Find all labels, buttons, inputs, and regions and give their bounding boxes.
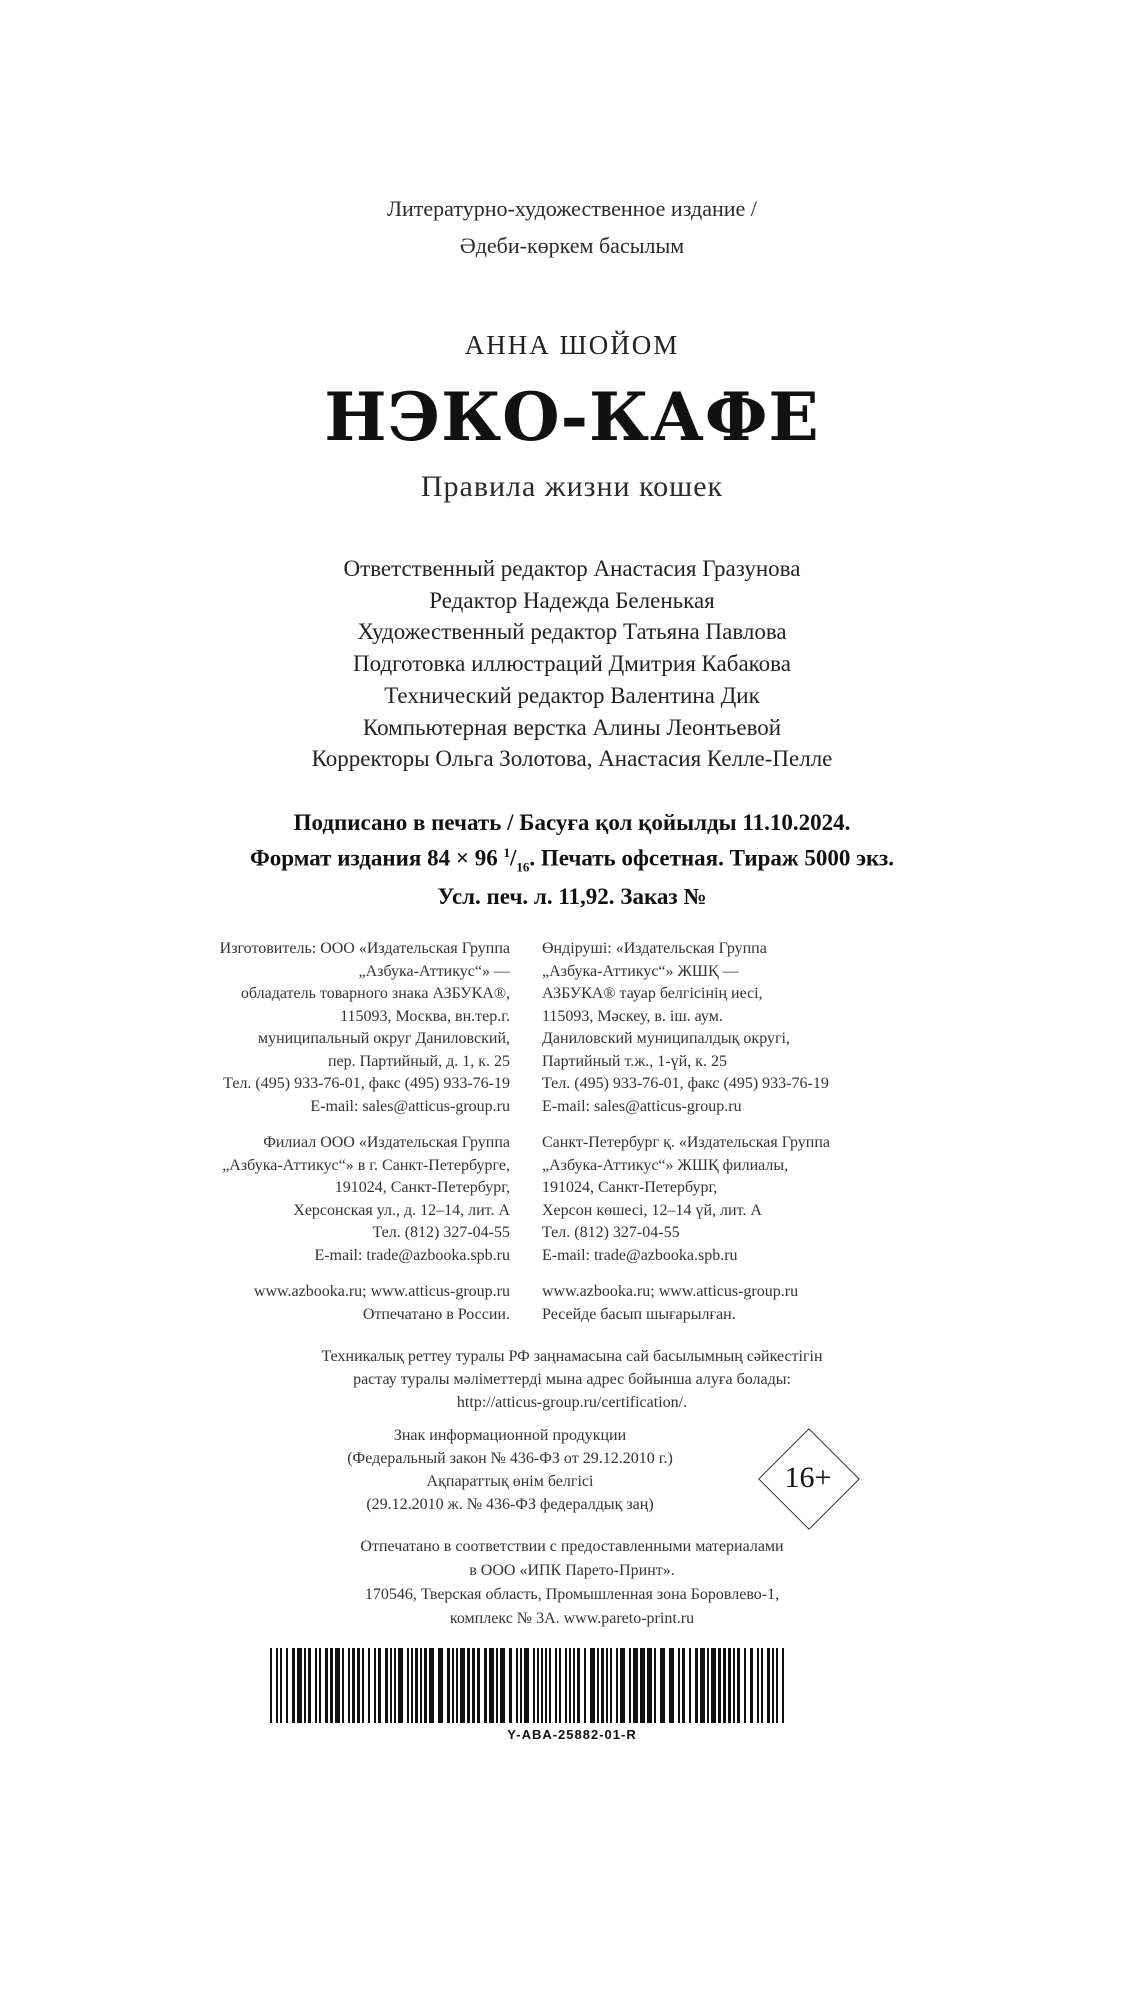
- info-line: E-mail: sales@atticus-group.ru: [310, 1097, 510, 1115]
- barcode-bar: [597, 1648, 599, 1723]
- barcode-bar: [308, 1648, 311, 1723]
- info-line: „Азбука-Аттикус“» ЖШҚ филиалы,: [542, 1156, 789, 1174]
- info-line: Херсон көшесі, 12–14 үй, лит. А: [542, 1201, 762, 1219]
- barcode-bar: [689, 1648, 691, 1723]
- barcode-bar: [348, 1648, 350, 1723]
- info-product-sign: [300, 1424, 720, 1516]
- barcode-bar: [776, 1648, 778, 1723]
- barcode-bar: [368, 1648, 370, 1723]
- barcode-bar: [315, 1648, 317, 1723]
- barcode-bar: [304, 1648, 306, 1723]
- barcode-bar: [342, 1648, 344, 1723]
- barcode-bar: [629, 1648, 631, 1723]
- barcode-bar: [573, 1648, 575, 1723]
- barcode-bar: [711, 1648, 716, 1723]
- cert-line: Техникалық реттеу туралы РФ заңнамасына сай басылымның сәйкестігін: [321, 1348, 823, 1365]
- barcode-bar: [545, 1648, 547, 1723]
- barcode-bar: [319, 1648, 321, 1723]
- credit-line: Технический редактор Валентина Дик: [384, 682, 760, 708]
- barcode-bar: [420, 1648, 422, 1723]
- barcode-bar: [569, 1648, 571, 1723]
- info-line: Тел. (812) 327-04-55: [542, 1224, 680, 1241]
- info-line: пер. Партийный, д. 1, к. 25: [327, 1052, 510, 1070]
- info-line: www.azbooka.ru; www.atticus-group.ru: [542, 1283, 799, 1300]
- credit-line: Редактор Надежда Беленькая: [429, 587, 715, 613]
- barcode-bar: [516, 1648, 518, 1723]
- barcode-bar: [520, 1648, 522, 1723]
- web-block-ru: [120, 1281, 510, 1326]
- barcode-bar: [577, 1648, 580, 1723]
- web-block-kz: [542, 1281, 942, 1326]
- barcode-bar: [330, 1648, 333, 1723]
- info-line: „Азбука-Аттикус“» в г. Санкт-Петербурге,: [222, 1156, 510, 1174]
- info-line: „Азбука-Аттикус“» ЖШҚ —: [542, 962, 739, 980]
- barcode-bar: [733, 1648, 735, 1723]
- barcode-bar: [549, 1648, 551, 1723]
- format-text: Формат издания 84 × 96: [250, 845, 504, 871]
- barcode-icon: [268, 1648, 788, 1723]
- credit-line: Художественный редактор Татьяна Павлова: [357, 619, 787, 645]
- edition-type: [0, 190, 1144, 264]
- barcode-bar: [537, 1648, 539, 1723]
- barcode-bar: [695, 1648, 698, 1723]
- age-rating-text: 16+: [784, 1461, 832, 1494]
- printer-line: 170546, Тверская область, Промышленная зона Боровлево-1,: [364, 1586, 780, 1603]
- info-line: Отпечатано в России.: [362, 1305, 510, 1323]
- credits-list: [0, 553, 1144, 775]
- barcode-bar: [297, 1648, 302, 1723]
- barcode-bar: [541, 1648, 543, 1723]
- info-line: Санкт-Петербург қ. «Издательская Группа: [542, 1134, 830, 1151]
- info-line: 115093, Москва, вн.тер.г.: [340, 1007, 510, 1025]
- barcode-bar: [484, 1648, 487, 1723]
- barcode-bar: [761, 1648, 763, 1723]
- info-line: 115093, Мәскеу, в. іш. аум.: [542, 1007, 723, 1025]
- barcode-bar: [374, 1648, 376, 1723]
- info-line: Филиал ООО «Издательская Группа: [263, 1134, 510, 1151]
- barcode-bar: [447, 1648, 450, 1723]
- barcode-bar: [640, 1648, 645, 1723]
- printer-line: комплекс № 3А. www.pareto-print.ru: [449, 1610, 695, 1627]
- order-line: Усл. печ. л. 11,92. Заказ №: [437, 884, 707, 910]
- barcode-bar: [750, 1648, 753, 1723]
- barcode: [268, 1648, 788, 1723]
- barcode-bar: [456, 1648, 458, 1723]
- barcode-bar: [467, 1648, 470, 1723]
- barcode-bar: [357, 1648, 360, 1723]
- barcode-bar: [411, 1648, 413, 1723]
- barcode-bar: [325, 1648, 328, 1723]
- barcode-bar: [654, 1648, 656, 1723]
- barcode-bar: [335, 1648, 340, 1723]
- edition-type-ru: Литературно-художественное издание /: [387, 196, 757, 221]
- barcode-bar: [533, 1648, 535, 1723]
- barcode-bar: [718, 1648, 721, 1723]
- barcode-bar: [723, 1648, 726, 1723]
- info-sign-line: Знак информационной продукции: [393, 1427, 627, 1444]
- info-line: Тел. (495) 933-76-01, факс (495) 933-76-19: [542, 1075, 829, 1092]
- format-rest: . Печать офсетная. Тираж 5000 экз.: [529, 845, 894, 871]
- barcode-bar: [601, 1648, 604, 1723]
- manufacturer-block-ru: [120, 938, 510, 1118]
- barcode-bar: [707, 1648, 709, 1723]
- info-line: Тел. (495) 933-76-01, факс (495) 933-76-19: [223, 1075, 510, 1092]
- barcode-bar: [280, 1648, 282, 1723]
- branch-block-kz: [542, 1132, 942, 1267]
- info-line: обладатель товарного знака АЗБУКА®,: [240, 985, 510, 1002]
- barcode-bar: [496, 1648, 498, 1723]
- info-line: „Азбука-Аттикус“» —: [358, 962, 510, 980]
- barcode-bar: [616, 1648, 618, 1723]
- info-line: муниципальный округ Даниловский,: [257, 1030, 510, 1047]
- barcode-bar: [472, 1648, 475, 1723]
- format-fraction-den: 16: [516, 859, 530, 875]
- barcode-bar: [378, 1648, 381, 1723]
- barcode-number: Y-ABA-25882-01-R: [507, 1727, 637, 1742]
- format-line: Формат издания 84 × 96 $^1/_{16}$. Печать офсетная. Тираж 5000 экз.: [250, 845, 894, 875]
- barcode-bar: [565, 1648, 567, 1723]
- credit-line: Компьютерная верстка Алины Леонтьевой: [362, 714, 782, 740]
- barcode-bar: [276, 1648, 278, 1723]
- info-sign-line: Ақпараттық өнім белгісі: [426, 1473, 594, 1490]
- barcode-bar: [429, 1648, 434, 1723]
- branch-block-ru: [120, 1132, 510, 1267]
- format-fraction-num: 1: [503, 845, 510, 860]
- info-line: Даниловский муниципалдық округі,: [542, 1030, 790, 1047]
- print-info: [0, 808, 1144, 912]
- barcode-bar: [385, 1648, 388, 1723]
- publisher-info-ru: [120, 938, 510, 1340]
- barcode-bar: [509, 1648, 512, 1723]
- barcode-bar: [415, 1648, 418, 1723]
- barcode-bar: [647, 1648, 652, 1723]
- barcode-bar: [772, 1648, 774, 1723]
- barcode-bar: [292, 1648, 295, 1723]
- book-subtitle: Правила жизни кошек: [420, 470, 724, 503]
- info-line: Партийный т.ж., 1-үй, к. 25: [542, 1052, 727, 1070]
- info-line: Өндіруші: «Издательская Группа: [542, 940, 767, 957]
- manufacturer-block-kz: [542, 938, 942, 1118]
- barcode-bar: [620, 1648, 625, 1723]
- barcode-bar: [438, 1648, 443, 1723]
- info-line: АЗБУКА® тауар белгісінің иесі,: [542, 985, 763, 1002]
- info-line: E-mail: trade@azbooka.spb.ru: [314, 1246, 510, 1264]
- certification-note: [0, 1345, 1144, 1414]
- cert-line: http://atticus-group.ru/certification/.: [456, 1394, 688, 1411]
- barcode-bar: [744, 1648, 746, 1723]
- barcode-bar: [390, 1648, 392, 1723]
- info-line: Херсонская ул., д. 12–14, лит. А: [293, 1201, 510, 1219]
- barcode-bar: [700, 1648, 705, 1723]
- cert-line: растау туралы мәліметтерді мына адрес бойынша алуға болады:: [353, 1371, 791, 1388]
- barcode-bar: [477, 1648, 480, 1723]
- info-line: E-mail: trade@azbooka.spb.ru: [542, 1246, 738, 1264]
- info-line: www.azbooka.ru; www.atticus-group.ru: [253, 1283, 510, 1300]
- signed-to-print: Подписано в печать / Басуға қол қойылды 11.10.2024.: [293, 810, 851, 835]
- printer-info: [0, 1535, 1144, 1631]
- barcode-bar: [407, 1648, 409, 1723]
- age-rating-badge: [758, 1428, 858, 1528]
- printer-line: в ООО «ИПК Парето-Принт».: [469, 1562, 675, 1579]
- barcode-bar: [489, 1648, 494, 1723]
- info-line: E-mail: sales@atticus-group.ru: [542, 1097, 742, 1115]
- barcode-bar: [362, 1648, 364, 1723]
- barcode-bar: [682, 1648, 685, 1723]
- credit-line: Подготовка иллюстраций Дмитрия Кабакова: [353, 651, 791, 677]
- barcode-bar: [606, 1648, 608, 1723]
- info-sign-line: (Федеральный закон № 436-ФЗ от 29.12.2010 г.): [347, 1450, 673, 1467]
- info-line: Изготовитель: ООО «Издательская Группа: [219, 940, 510, 957]
- credit-line: Ответственный редактор Анастасия Гразунова: [343, 556, 801, 581]
- barcode-bar: [728, 1648, 731, 1723]
- barcode-bar: [782, 1648, 784, 1723]
- barcode-bar: [757, 1648, 759, 1723]
- barcode-bar: [524, 1648, 529, 1723]
- printer-line: Отпечатано в соответствии с предоставленными материалами: [360, 1538, 784, 1555]
- edition-type-kz: Әдеби-көркем басылым: [459, 233, 685, 258]
- book-title: НЭКО-КАФЕ: [324, 378, 820, 456]
- barcode-bar: [270, 1648, 272, 1723]
- barcode-bar: [452, 1648, 454, 1723]
- barcode-bar: [500, 1648, 505, 1723]
- publisher-info-kz: [542, 938, 942, 1340]
- barcode-bar: [555, 1648, 557, 1723]
- info-sign-line: (29.12.2010 ж. № 436-ФЗ федералдық заң): [366, 1496, 654, 1513]
- barcode-bar: [669, 1648, 674, 1723]
- barcode-bar: [584, 1648, 586, 1723]
- barcode-bar: [352, 1648, 355, 1723]
- barcode-bar: [610, 1648, 612, 1723]
- info-line: 191024, Санкт-Петербург,: [334, 1179, 510, 1196]
- barcode-bar: [633, 1648, 638, 1723]
- barcode-bar: [678, 1648, 680, 1723]
- credit-line: Корректоры Ольга Золотова, Анастасия Келле-Пелле: [311, 746, 833, 772]
- info-line: 191024, Санкт-Петербург,: [542, 1179, 718, 1196]
- author-name: АННА ШОЙОМ: [464, 330, 680, 360]
- info-line: Ресейде басып шығарылған.: [542, 1305, 736, 1323]
- barcode-bar: [767, 1648, 770, 1723]
- barcode-bar: [737, 1648, 740, 1723]
- barcode-bar: [394, 1648, 396, 1723]
- barcode-bar: [424, 1648, 427, 1723]
- barcode-bar: [398, 1648, 403, 1723]
- barcode-bar: [590, 1648, 595, 1723]
- barcode-bar: [660, 1648, 665, 1723]
- barcode-bar: [286, 1648, 288, 1723]
- info-line: Тел. (812) 327-04-55: [372, 1224, 510, 1241]
- barcode-bar: [559, 1648, 561, 1723]
- barcode-bar: [460, 1648, 465, 1723]
